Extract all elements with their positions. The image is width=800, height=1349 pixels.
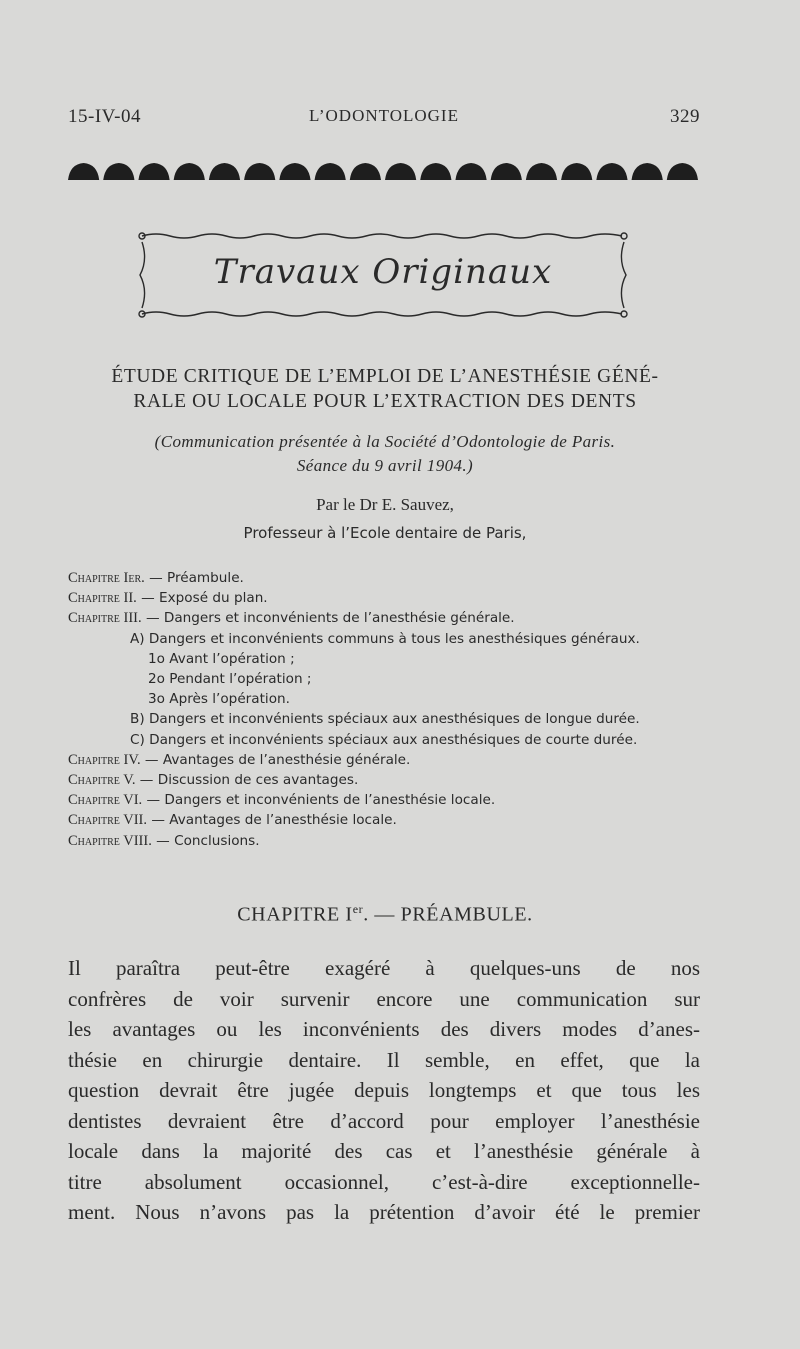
ornament-scallop xyxy=(279,163,310,180)
ornament-scallop xyxy=(138,163,169,180)
author-byline: Par le Dr E. Sauvez, xyxy=(316,495,454,514)
toc-entry xyxy=(68,770,702,790)
section-heading: Travaux Originaux xyxy=(213,252,553,292)
toc-chapter-label: Chapitre VII. xyxy=(68,812,148,829)
ornament-scallop xyxy=(68,163,99,180)
body-line: les avantages ou les inconvénients des divers modes d’anes- xyxy=(68,1017,700,1041)
decorative-ornament-band xyxy=(66,160,700,184)
table-of-contents xyxy=(68,568,702,851)
toc-entry-text: — Préambule. xyxy=(144,570,244,586)
toc-entry-text: — Conclusions. xyxy=(151,832,260,849)
toc-entry-text: 3o Après l’opération. xyxy=(148,691,290,708)
body-line: dentistes devraient être d’accord pour employer l’anesthésie xyxy=(68,1108,700,1133)
toc-entry xyxy=(68,669,702,689)
toc-entry-text: B) Dangers et inconvénients spéciaux aux anesthésiques de longue durée. xyxy=(130,711,640,728)
subtitle-line: (Communication présentée à la Société d’Odontologie de Paris. xyxy=(154,432,616,451)
ornament-scallop xyxy=(561,163,592,180)
article-title xyxy=(68,364,702,414)
journal-title: L’ODONTOLOGIE xyxy=(309,106,459,125)
chapter-heading-sup: er xyxy=(352,902,364,916)
toc-chapter-label: Chapitre V. xyxy=(68,772,136,789)
subtitle-line: Séance du 9 avril 1904.) xyxy=(296,456,474,475)
toc-entry-text: — Exposé du plan. xyxy=(136,590,268,607)
body-line: titre absolument occasionnel, c’est-à-dire exceptionnelle- xyxy=(68,1169,700,1194)
ornament-scallop xyxy=(350,163,381,180)
toc-entry-text: 2o Pendant l’opération ; xyxy=(148,671,312,688)
ornament-scallop xyxy=(315,163,346,180)
toc-entry xyxy=(68,709,702,729)
toc-entry xyxy=(68,629,702,649)
ornament-scallop xyxy=(103,163,134,180)
toc-entry-text: 1o Avant l’opération ; xyxy=(148,650,295,667)
ornament-scallop xyxy=(491,163,522,180)
toc-entry xyxy=(68,649,702,669)
body-line: ment. Nous n’avons pas la prétention d’avoir été le premier xyxy=(68,1200,700,1224)
toc-entry-text: — Dangers et inconvénients de l’anesthésie locale. xyxy=(142,792,496,809)
body-line: locale dans la majorité des cas et l’anesthésie générale à xyxy=(68,1139,700,1163)
ornament-scallop xyxy=(174,163,205,180)
chapter-heading xyxy=(68,902,702,927)
toc-entry-text: — Dangers et inconvénients de l’anesthésie générale. xyxy=(141,610,515,627)
toc-entry xyxy=(68,689,702,709)
ornament-scallop xyxy=(667,163,698,180)
ornament-scallop xyxy=(420,163,451,180)
ornament-scallop xyxy=(244,163,275,180)
chapter-heading-prefix: CHAPITRE I xyxy=(237,903,353,926)
ornament-scallop xyxy=(632,163,663,180)
toc-entry-text: C) Dangers et inconvénients spéciaux aux anesthésiques de courte durée. xyxy=(130,731,638,748)
toc-entry-text: — Discussion de ces avantages. xyxy=(135,772,359,789)
toc-entry xyxy=(68,730,702,750)
toc-entry xyxy=(68,831,702,851)
chapter-heading-suffix: . — PRÉAMBULE. xyxy=(363,903,533,926)
body-line: confrères de voir survenir encore une communication sur xyxy=(68,986,700,1011)
toc-entry-text: A) Dangers et inconvénients communs à tous les anesthésiques généraux. xyxy=(130,630,640,647)
toc-entry xyxy=(68,750,702,770)
issue-date: 15-IV-04 xyxy=(68,106,141,127)
author-affiliation: Professeur à l’Ecole dentaire de Paris, xyxy=(243,524,527,542)
ornament-scallop xyxy=(385,163,416,180)
ornament-scallop xyxy=(596,163,627,180)
article-subtitle xyxy=(68,430,702,478)
toc-chapter-label: Chapitre VIII. xyxy=(68,832,152,849)
ornament-scallop xyxy=(455,163,486,180)
toc-entry-text: — Avantages de l’anesthésie générale. xyxy=(140,751,411,768)
toc-chapter-label: Chapitre Ier. xyxy=(68,570,145,586)
ornament-scallop xyxy=(526,163,557,180)
body-line: thésie en chirurgie dentaire. Il semble, en effet, que la xyxy=(68,1047,700,1072)
toc-entry xyxy=(68,588,702,608)
page-number: 329 xyxy=(670,106,700,127)
body-paragraph xyxy=(68,953,700,1228)
toc-chapter-label: Chapitre III. xyxy=(68,610,142,627)
toc-entry-text: — Avantages de l’anesthésie locale. xyxy=(147,812,397,829)
body-line: question devrait être jugée depuis longtemps et que tous les xyxy=(68,1078,700,1102)
toc-entry xyxy=(68,790,702,810)
article-title-line: ÉTUDE CRITIQUE DE L’EMPLOI DE L’ANESTHÉSIE GÉNÉ- xyxy=(111,366,659,387)
body-line: Il paraîtra peut-être exagéré à quelques-uns de nos xyxy=(68,956,700,980)
ornament-scallop xyxy=(209,163,240,180)
toc-entry xyxy=(68,810,702,830)
toc-entry xyxy=(68,608,702,628)
toc-chapter-label: Chapitre II. xyxy=(68,590,137,607)
toc-chapter-label: Chapitre VI. xyxy=(68,792,143,809)
toc-entry xyxy=(68,568,702,588)
toc-chapter-label: Chapitre IV. xyxy=(68,751,141,768)
article-title-line: RALE OU LOCALE POUR L’EXTRACTION DES DENTS xyxy=(133,391,637,412)
